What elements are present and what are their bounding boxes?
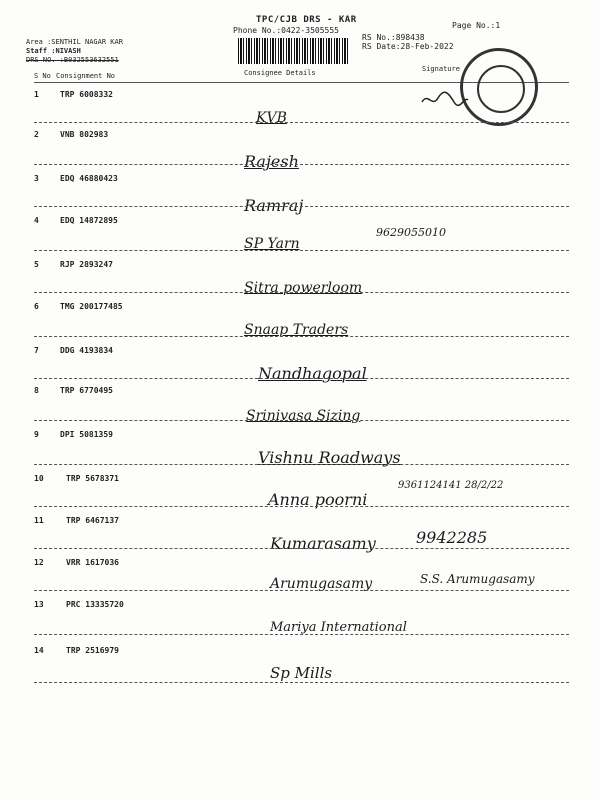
row-consignee-handwritten: Sp Mills [270, 664, 333, 682]
row-consignee-handwritten: Snaap Traders [244, 322, 349, 338]
area-label: Area :SENTHIL NAGAR KAR [26, 38, 123, 46]
row-sno: 12 [34, 558, 44, 567]
row-sno: 10 [34, 474, 44, 483]
row-divider [34, 464, 569, 465]
row-consignment-number: TMG 200177485 [60, 302, 123, 311]
row-sno: 7 [34, 346, 39, 355]
row-consignee-handwritten: Mariya International [270, 620, 407, 635]
row-sno: 6 [34, 302, 39, 311]
row-consignee-handwritten: SP Yarn [244, 236, 300, 252]
page-number: Page No.:1 [452, 21, 501, 30]
row-consignee-handwritten: Anna poorni [268, 490, 368, 509]
row-consignee-handwritten: KVB [256, 110, 287, 126]
row-divider [34, 378, 569, 379]
row-consignment-number: PRC 13335720 [66, 600, 124, 609]
row-consignment-number: TRP 5678371 [66, 474, 119, 483]
row-divider [34, 506, 569, 507]
row-consignee-handwritten: Nandhagopal [258, 364, 367, 383]
row-consignee-handwritten: Srinivasa Sizing [246, 408, 361, 424]
row-consignment-number: TRP 6770495 [60, 386, 113, 395]
row-sno: 1 [34, 90, 39, 99]
row-consignee-handwritten: Arumugasamy [270, 576, 373, 592]
row-divider [34, 634, 569, 635]
staff-label: Staff :NIVASH [26, 47, 81, 55]
row-consignment-number: EDQ 46880423 [60, 174, 118, 183]
row-sno: 3 [34, 174, 39, 183]
row-divider [34, 292, 569, 293]
bank-seal-stamp [460, 48, 538, 126]
row-consignee-handwritten: Rajesh [244, 152, 299, 171]
row-12-note: S.S. Arumugasamy [420, 572, 535, 586]
row-sno: 11 [34, 516, 44, 525]
row-consignment-number: VRR 1617036 [66, 558, 119, 567]
row-consignee-handwritten: Kumarasamy [270, 534, 376, 553]
row-divider [34, 164, 569, 165]
row-consignment-number: TRP 6467137 [66, 516, 119, 525]
seal-inner-ring [477, 65, 525, 113]
row-sno: 9 [34, 430, 39, 439]
row-divider [34, 420, 569, 421]
row-consignee-handwritten: Vishnu Roadways [258, 448, 401, 467]
barcode [238, 38, 350, 64]
row-consignee-handwritten: Sitra powerloom [244, 280, 363, 296]
row-sno: 8 [34, 386, 39, 395]
rs-date: RS Date:28-Feb-2022 [362, 42, 454, 51]
row-consignment-number: EDQ 14872895 [60, 216, 118, 225]
row-divider [34, 336, 569, 337]
row-10-note: 9361124141 28/2/22 [398, 480, 504, 491]
row-sno: 5 [34, 260, 39, 269]
row-consignment-number: TRP 2516979 [66, 646, 119, 655]
document-title: TPC/CJB DRS - KAR [256, 15, 357, 25]
row-divider [34, 206, 569, 207]
row-divider [34, 590, 569, 591]
row-divider [34, 250, 569, 251]
row-divider [34, 122, 569, 123]
signature-scribble [420, 88, 470, 110]
row-consignment-number: DDG 4193834 [60, 346, 113, 355]
row-divider [34, 682, 569, 683]
row-consignee-handwritten: Ramraj [244, 196, 304, 215]
row-consignment-number: RJP 2893247 [60, 260, 113, 269]
column-header-consignment: Consignment No [56, 72, 116, 80]
phone-number: Phone No.:0422-3505555 [233, 26, 339, 35]
row-sno: 4 [34, 216, 39, 225]
row-consignment-number: TRP 6008332 [60, 90, 113, 99]
column-header-sno: S No [34, 72, 51, 80]
row-sno: 2 [34, 130, 39, 139]
row-11-note: 9942285 [416, 528, 488, 547]
row-consignment-number: DPI 5081359 [60, 430, 113, 439]
row-divider [34, 548, 569, 549]
rs-number: RS No.:898438 [362, 33, 425, 42]
row-4-note: 9629055010 [376, 226, 446, 239]
row-consignment-number: VNB 802983 [60, 130, 109, 139]
column-header-consignee: Consignee Details [244, 69, 316, 77]
drs-number: DRS NO. :B032553632551 [26, 56, 119, 64]
column-header-signature: Signature [422, 65, 460, 73]
row-sno: 14 [34, 646, 44, 655]
row-sno: 13 [34, 600, 44, 609]
